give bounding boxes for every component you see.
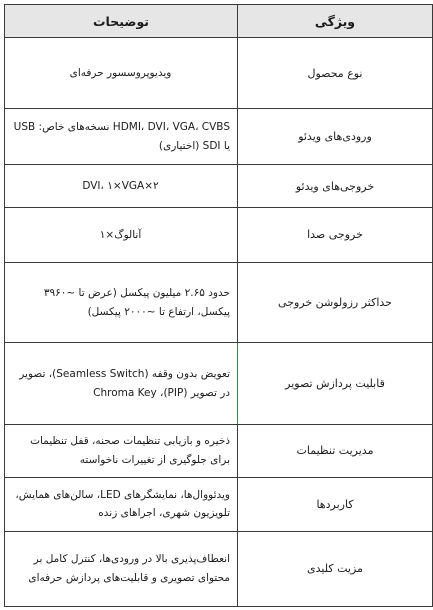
table-row	[5, 477, 433, 531]
table-row	[5, 262, 433, 342]
feature-cell: قابلیت پردازش تصویر	[238, 343, 433, 424]
description-cell: انعطاف‌پذیری بالا در ورودی‌ها، کنترل کامل بر محتوای تصویری و قابلیت‌های پردازش حرفه‌ای	[5, 531, 238, 606]
header-feature: ویژگی	[238, 5, 433, 38]
description-cell: ویدئووال‌ها، نمایشگرهای LED، سالن‌های همایش، تلویزیون شهری، اجراهای زنده	[5, 477, 238, 531]
description-cell: ۲×DVI، ۱×VGA	[5, 165, 238, 208]
description-cell: ویدیوپروسسور حرفه‌ای	[5, 38, 238, 109]
feature-cell: خروجی صدا	[238, 207, 433, 262]
description-cell: آنالوگ×۱	[5, 207, 238, 262]
feature-cell: ورودی‌های ویدئو	[238, 109, 433, 165]
feature-cell: خروجی‌های ویدئو	[238, 165, 433, 208]
table-row	[5, 207, 433, 262]
description-cell: ذخیره و بازیابی تنظیمات صحنه، قفل تنظیمات برای جلوگیری از تغییرات ناخواسته	[5, 424, 238, 477]
specs-table	[4, 4, 433, 607]
table-row	[5, 343, 433, 424]
feature-cell: کاربردها	[238, 477, 433, 531]
feature-cell: مدیریت تنظیمات	[238, 424, 433, 477]
description-cell: حدود ۲.۶۵ میلیون پیکسل (عرض تا ~۳۹۶۰ پیکسل، ارتفاع تا ~۲۰۰۰ پیکسل)	[5, 262, 238, 342]
table-header-row	[5, 5, 433, 38]
feature-cell: حداکثر رزولوشن خروجی	[238, 262, 433, 342]
table-row	[5, 38, 433, 109]
feature-cell: نوع محصول	[238, 38, 433, 109]
description-cell: HDMI، DVI، VGA، CVBS نسخه‌های خاص: USB یا SDI (اختیاری)	[5, 109, 238, 165]
table-row	[5, 424, 433, 477]
feature-cell: مزیت کلیدی	[238, 531, 433, 606]
table-row	[5, 109, 433, 165]
header-description: توضیحات	[5, 5, 238, 38]
table-row	[5, 165, 433, 208]
table-row	[5, 531, 433, 606]
description-cell: تعویض بدون وقفه (Seamless Switch)، تصویر در تصویر (PIP)، Chroma Key	[5, 343, 238, 424]
